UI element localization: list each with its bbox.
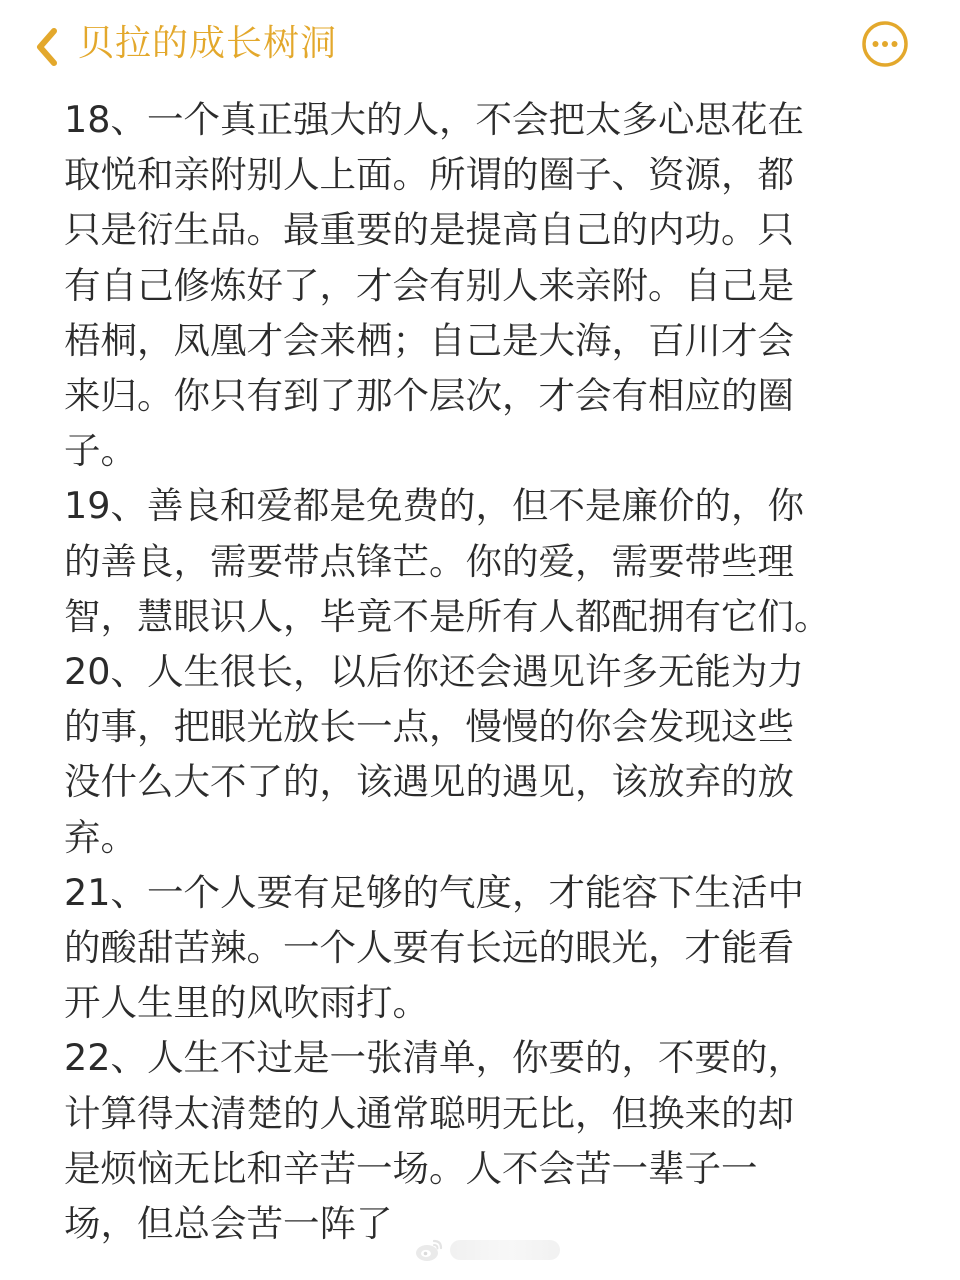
weibo-logo-icon (414, 1235, 444, 1265)
chevron-left-icon (34, 27, 60, 67)
note-paragraph-20: 20、人生很长，以后你还会遇见许多无能为力 的事，把眼光放长一点，慢慢的你会发现这些 没什么大不了的，该遇见的遇见，该放弃的放 弃。 (64, 650, 804, 859)
folder-title[interactable]: 贝拉的成长树洞 (78, 23, 338, 64)
back-button[interactable] (22, 22, 72, 72)
watermark-username-blur (450, 1240, 560, 1260)
navigation-header (0, 0, 960, 92)
note-paragraph-19: 19、善良和爱都是免费的，但不是廉价的，你 的善良，需要带点锋芒。你的爱，需要带些理 智，慧眼识人，毕竟不是所有人都配拥有它们。 (64, 484, 831, 638)
ellipsis-circle-icon (861, 20, 909, 68)
more-options-button[interactable] (860, 19, 910, 69)
note-paragraph-21: 21、一个人要有足够的气度，才能容下生活中 的酸甜苦辣。一个人要有长远的眼光，才能看 开人生里的风吹雨打。 (64, 870, 804, 1025)
note-paragraph-22: 22、人生不过是一张清单，你要的，不要的， 计算得太清楚的人通常聪明无比，但换来的却 是烦恼无比和辛苦一场。人不会苦一辈子一 场，但总会苦一阵了 (64, 1036, 804, 1246)
note-body[interactable] (64, 92, 904, 1280)
watermark (414, 1232, 574, 1268)
note-paragraph-18: 18、一个真正强大的人，不会把太多心思花在 取悦和亲附别人上面。所谓的圈子、资源，都 只是衍生品。最重要的是提高自己的内功。只 有自己修炼好了，才会有别人来亲附。自己是 梧桐，凤凰才会来栖；自己是大海，百川才会 来归。你只有到了那个层次，才会有相应的圈 子。 (64, 98, 804, 473)
